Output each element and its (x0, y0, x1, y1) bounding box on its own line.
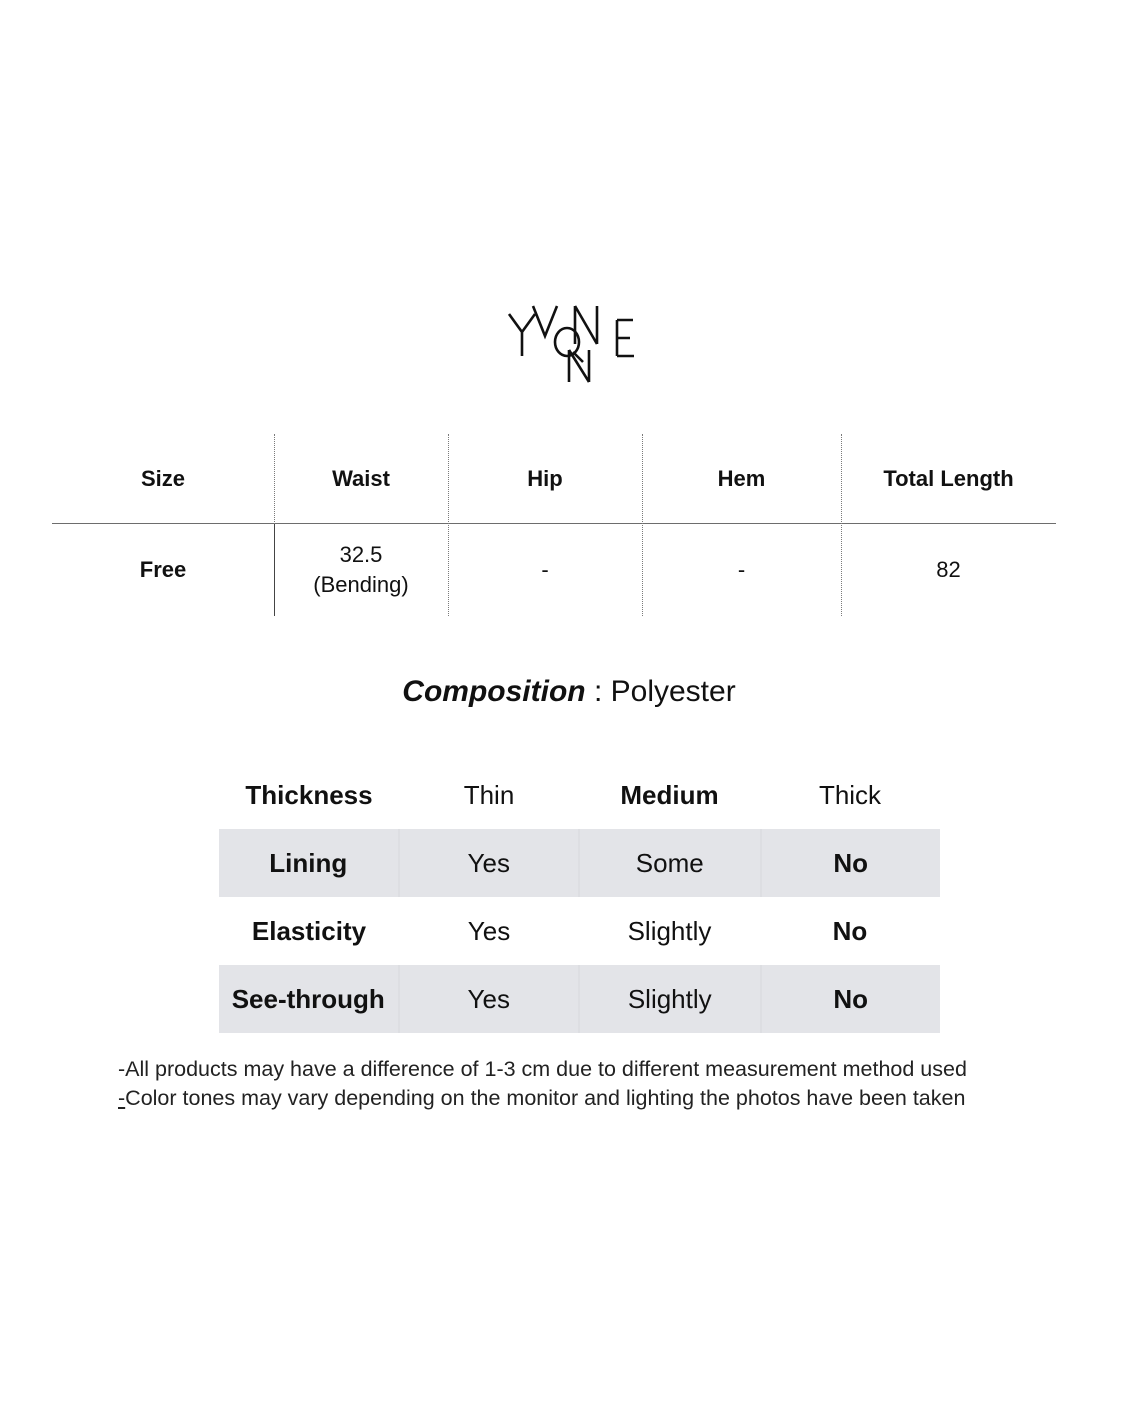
property-name: See-through (219, 965, 398, 1033)
header-total-length: Total Length (883, 466, 1014, 491)
size-table-header (52, 434, 1056, 524)
property-option: Some (578, 829, 760, 897)
cell-hem: - (737, 557, 746, 582)
header-size: Size (140, 466, 186, 491)
property-name: Thickness (245, 779, 373, 810)
size-table (52, 434, 1056, 616)
composition-label: Composition (402, 675, 586, 708)
property-option: Yes (398, 965, 579, 1033)
property-name: Elasticity (251, 915, 367, 946)
cell-total-length: 82 (936, 557, 961, 582)
property-row-elasticity (219, 897, 940, 965)
property-row-lining (219, 829, 940, 897)
header-hem: Hem (717, 466, 766, 491)
property-row-thickness (219, 761, 940, 829)
header-waist: Waist (332, 466, 390, 491)
property-name: Lining (219, 829, 398, 897)
composition-separator: : (585, 675, 611, 708)
property-option: Slightly (578, 965, 760, 1033)
column-divider (274, 434, 275, 616)
fabric-properties-table (219, 761, 940, 1033)
property-option: Yes (467, 915, 511, 946)
property-option: Yes (398, 829, 579, 897)
note-measurement: -All products may have a difference of 1-3 cm due to different measurement method used (118, 1057, 967, 1081)
size-table-row (52, 524, 1056, 616)
column-divider (642, 434, 643, 616)
property-option-selected: Medium (620, 779, 719, 810)
cell-waist (274, 524, 448, 616)
composition-value: Polyester (610, 675, 736, 708)
waist-note: (Bending) (313, 572, 409, 597)
header-hip: Hip (527, 466, 563, 491)
note-color-dash: - (118, 1086, 126, 1110)
property-option: Thick (818, 779, 882, 810)
disclaimer-notes (118, 1055, 1078, 1113)
cell-hip: - (541, 557, 549, 582)
composition-line (0, 670, 1138, 714)
column-divider (448, 434, 449, 616)
note-color (118, 1084, 1078, 1113)
property-option-selected: No (760, 829, 941, 897)
property-row-see-through (219, 965, 940, 1033)
waist-value: 32.5 (339, 542, 383, 567)
cell-size: Free (139, 557, 187, 582)
brand-logo (505, 300, 640, 390)
property-option: Thin (463, 779, 515, 810)
property-option: Slightly (627, 915, 712, 946)
note-color-text: Color tones may vary depending on the monitor and lighting the photos have been taken (125, 1086, 966, 1110)
column-divider (841, 434, 842, 616)
property-option-selected: No (760, 965, 941, 1033)
property-option-selected: No (832, 915, 868, 946)
